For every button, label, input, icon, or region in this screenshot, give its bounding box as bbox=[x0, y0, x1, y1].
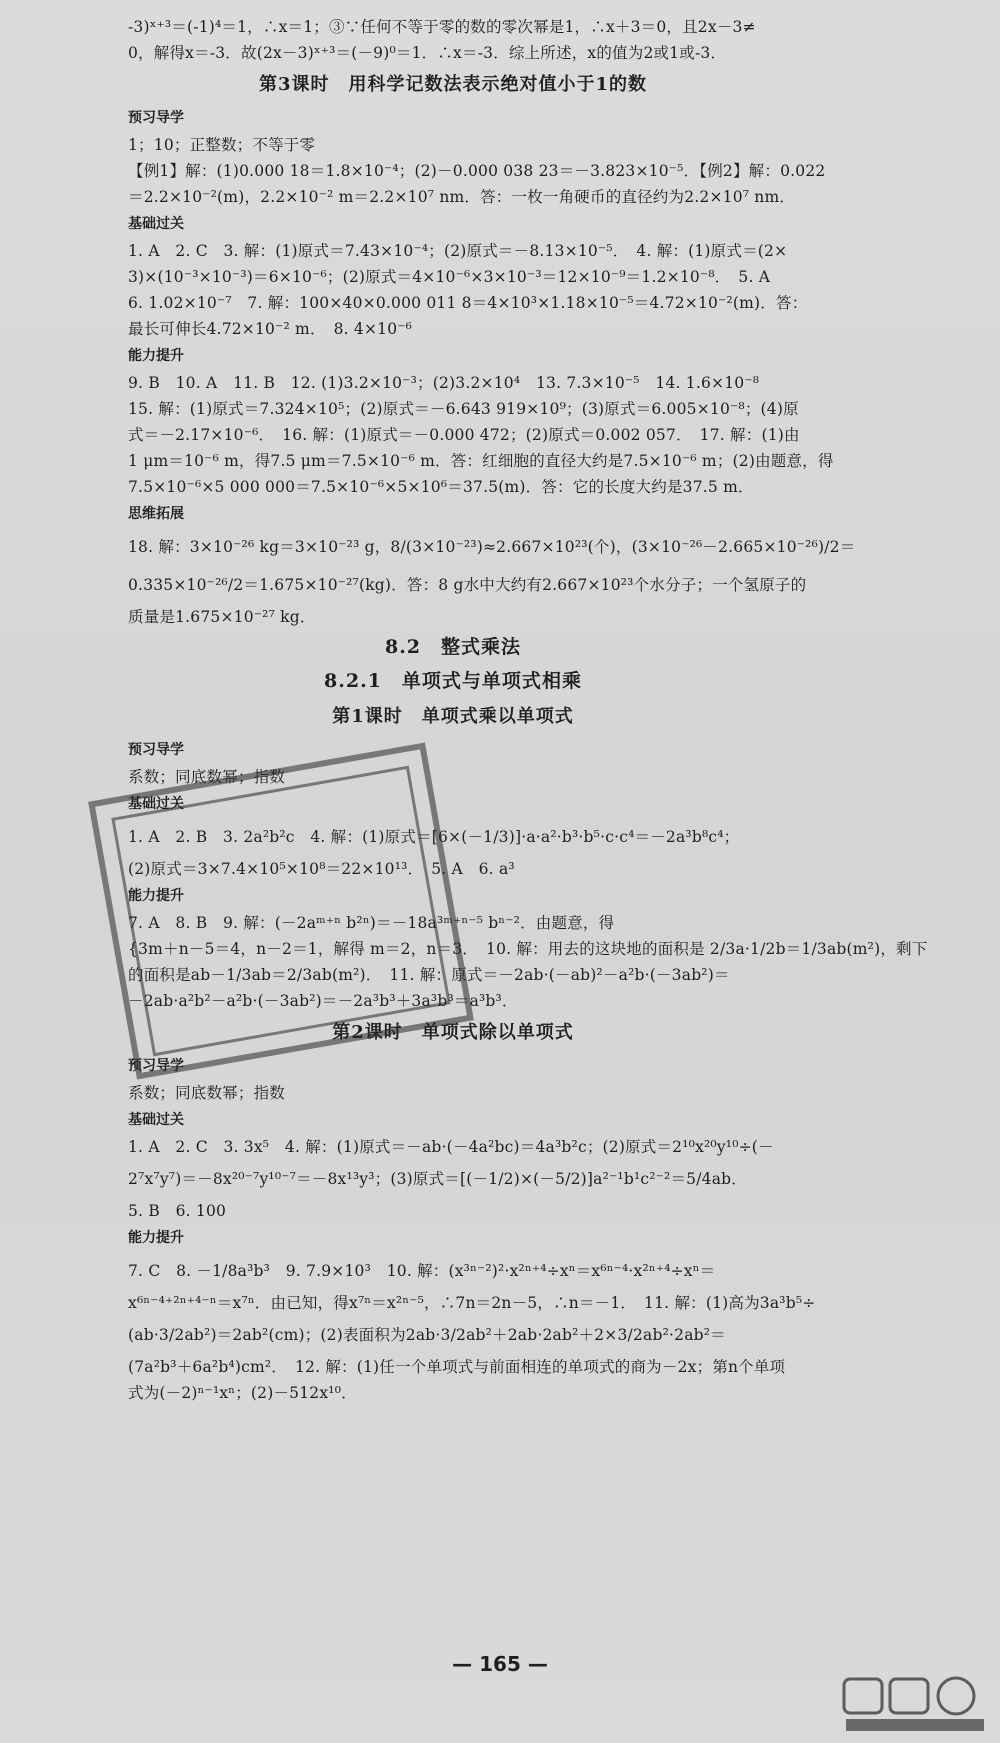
site-logo-icon bbox=[840, 1673, 990, 1735]
answer-line: 0.335×10⁻²⁶/2＝1.675×10⁻²⁷(kg)．答：8 g水中大约有2.667×10²³个水分子；一个氢原子的 bbox=[128, 576, 807, 594]
section-heading: 8.2.1 单项式与单项式相乘 bbox=[324, 670, 582, 692]
answer-line: 1；10；正整数；不等于零 bbox=[128, 136, 316, 154]
lesson-heading: 第3课时 用科学记数法表示绝对值小于1的数 bbox=[258, 74, 648, 95]
answer-line: {3m＋n－5＝4，n－2＝1，解得 m＝2，n＝3． 10. 解：用去的这块地的面积是 2/3a·1/2b＝1/3ab(m²)，剩下 bbox=[128, 940, 928, 958]
answer-line: 15. 解：(1)原式＝7.324×10⁵；(2)原式＝－6.643 919×10⁹；(3)原式＝6.005×10⁻⁸；(4)原 bbox=[128, 400, 799, 418]
answer-line: 1. A 2. C 3. 3x⁵ 4. 解：(1)原式＝－ab·(－4a²bc)＝4a³b²c；(2)原式＝2¹⁰x²⁰y¹⁰÷(－ bbox=[128, 1138, 774, 1156]
answer-line: (ab·3/2ab²)＝2ab²(cm)；(2)表面积为2ab·3/2ab²＋2ab·2ab²＋2×3/2ab²·2ab²＝ bbox=[128, 1326, 726, 1344]
answer-line: 最长可伸长4.72×10⁻² m． 8. 4×10⁻⁶ bbox=[128, 320, 413, 338]
answer-line: 的面积是ab－1/3ab＝2/3ab(m²)． 11. 解：原式＝－2ab·(－ab)²－a²b·(－3ab²)＝ bbox=[128, 966, 730, 984]
answer-line: 系数；同底数幂；指数 bbox=[128, 1084, 286, 1102]
subsection-label: 预习导学 bbox=[128, 742, 184, 758]
answer-line: 1. A 2. C 3. 解：(1)原式＝7.43×10⁻⁴；(2)原式＝－8.13×10⁻⁵． 4. 解：(1)原式＝(2× bbox=[128, 242, 788, 260]
subsection-label: 能力提升 bbox=[128, 888, 184, 904]
answer-line: (7a²b³＋6a²b⁴)cm²． 12. 解：(1)任一个单项式与前面相连的单项式的商为－2x；第n个单项 bbox=[128, 1358, 786, 1376]
answer-content bbox=[128, 14, 928, 1406]
answer-line: 6. 1.02×10⁻⁷ 7. 解：100×40×0.000 011 8＝4×10³×1.18×10⁻⁵＝4.72×10⁻²(m)．答： bbox=[128, 294, 808, 312]
answer-line: 1. A 2. B 3. 2a²b²c 4. 解：(1)原式＝[6×(－1/3)]·a·a²·b³·b⁵·c·c⁴＝－2a³b⁸c⁴； bbox=[128, 828, 740, 846]
answer-line: x⁶ⁿ⁻⁴⁺²ⁿ⁺⁴⁻ⁿ＝x⁷ⁿ．由已知，得x⁷ⁿ＝x²ⁿ⁻⁵，∴7n＝2n－5，∴n＝－1． 11. 解：(1)高为3a³b⁵÷ bbox=[128, 1294, 816, 1312]
answer-line: 18. 解：3×10⁻²⁶ kg＝3×10⁻²³ g，8/(3×10⁻²³)≈2.667×10²³(个)，(3×10⁻²⁶－2.665×10⁻²⁶)/2＝ bbox=[128, 538, 856, 556]
page-number: — 165 — bbox=[452, 1652, 548, 1676]
subsection-label: 预习导学 bbox=[128, 1058, 184, 1074]
answer-line: 9. B 10. A 11. B 12. (1)3.2×10⁻³；(2)3.2×10⁴ 13. 7.3×10⁻⁵ 14. 1.6×10⁻⁸ bbox=[128, 374, 760, 392]
subsection-label: 预习导学 bbox=[128, 110, 184, 126]
lesson-heading: 第2课时 单项式除以单项式 bbox=[332, 1022, 574, 1043]
subsection-label: 能力提升 bbox=[128, 348, 184, 364]
subsection-label: 能力提升 bbox=[128, 1230, 184, 1246]
section-heading: 8.2 整式乘法 bbox=[384, 636, 522, 658]
answer-line: 5. B 6. 100 bbox=[128, 1202, 227, 1220]
answer-line: 2⁷x⁷y⁷)＝－8x²⁰⁻⁷y¹⁰⁻⁷＝－8x¹³y³；(3)原式＝[(－1/2)×(－5/2)]a²⁻¹b¹c²⁻²＝5/4ab． bbox=[128, 1170, 747, 1188]
answer-line: 0，解得x＝-3．故(2x－3)ˣ⁺³＝(－9)⁰＝1．∴x＝-3．综上所述，x的值为2或1或-3． bbox=[128, 44, 727, 62]
answer-line: 式＝－2.17×10⁻⁶． 16. 解：(1)原式＝－0.000 472；(2)原式＝0.002 057． 17. 解：(1)由 bbox=[128, 426, 800, 444]
answer-line: 7. A 8. B 9. 解：(－2aᵐ⁺ⁿ b²ⁿ)＝－18a³ᵐ⁺ⁿ⁻⁵ bⁿ⁻²．由题意，得 bbox=[128, 914, 615, 932]
answer-line: 【例1】解：(1)0.000 18＝1.8×10⁻⁴；(2)－0.000 038 23＝－3.823×10⁻⁵．【例2】解：0.022 bbox=[128, 162, 826, 180]
answer-line: 1 μm＝10⁻⁶ m，得7.5 μm＝7.5×10⁻⁶ m．答：红细胞的直径大约是7.5×10⁻⁶ m；(2)由题意，得 bbox=[128, 452, 834, 470]
answer-line: ＝2.2×10⁻²(m)，2.2×10⁻² m＝2.2×10⁷ nm．答：一枚一角硬币的直径约为2.2×10⁷ nm． bbox=[128, 188, 796, 206]
subsection-label: 基础过关 bbox=[128, 216, 184, 232]
answer-line: 7. C 8. －1/8a³b³ 9. 7.9×10³ 10. 解：(x³ⁿ⁻²)²·x²ⁿ⁺⁴÷xⁿ＝x⁶ⁿ⁻⁴·x²ⁿ⁺⁴÷xⁿ＝ bbox=[128, 1262, 716, 1280]
answer-line: 7.5×10⁻⁶×5 000 000＝7.5×10⁻⁶×5×10⁶＝37.5(m)．答：它的长度大约是37.5 m． bbox=[128, 478, 754, 496]
answer-line: (2)原式＝3×7.4×10⁵×10⁸＝22×10¹³． 5. A 6. a³ bbox=[128, 860, 515, 878]
answer-line: 质量是1.675×10⁻²⁷ kg． bbox=[128, 608, 316, 626]
answer-line: －2ab·a²b²－a²b·(－3ab²)＝－2a³b³＋3a³b³＝a³b³． bbox=[128, 992, 518, 1010]
subsection-label: 基础过关 bbox=[128, 1112, 184, 1128]
answer-line: -3)ˣ⁺³＝(-1)⁴＝1，∴x＝1；③∵任何不等于零的数的零次幂是1，∴x＋3＝0，且2x－3≠ bbox=[128, 18, 756, 36]
answer-line: 式为(－2)ⁿ⁻¹xⁿ；(2)－512x¹⁰． bbox=[128, 1384, 357, 1402]
subsection-label: 思维拓展 bbox=[128, 506, 184, 522]
subsection-label: 基础过关 bbox=[128, 796, 184, 812]
answer-line: 3)×(10⁻³×10⁻³)＝6×10⁻⁶；(2)原式＝4×10⁻⁶×3×10⁻³＝12×10⁻⁹＝1.2×10⁻⁸． 5. A bbox=[128, 268, 771, 286]
lesson-heading: 第1课时 单项式乘以单项式 bbox=[332, 706, 574, 727]
answer-line: 系数；同底数幂；指数 bbox=[128, 768, 286, 786]
